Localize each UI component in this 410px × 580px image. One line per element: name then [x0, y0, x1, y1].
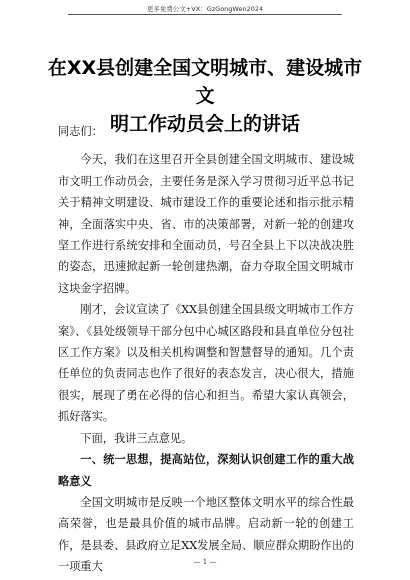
- title-line-1: 在XX县创建全国文明城市、建设城市文: [47, 57, 363, 107]
- top-banner: 更多免费公文+VX：GzGongWen2024: [146, 5, 264, 13]
- title-line-2: 明工作动员会上的讲话: [109, 113, 300, 135]
- page-number: — 1 —: [193, 558, 217, 566]
- section-heading: 一、统一思想，提高站位，深刻认识创建工作的重大战略意义: [58, 453, 354, 488]
- paragraph: 今天，我们在这里召开全县创建全国文明城市、建设城市文明工作动员会，主要任务是深入学习贯彻习近平总书记关于精神文明建设、城市建设工作的重要论述和指示批示精神，全面落实中央、省、市的决策部署，对新一轮的创建攻坚工作进行系统安排和全面动员，号召全县上下以决战决胜的姿态，迅速掀起新一轮创建热潮，奋力夺取全国文明城市这块金字招牌。: [58, 153, 354, 295]
- salutation: 同志们：: [58, 125, 103, 138]
- paragraph: 全国文明城市是反映一个地区整体文明水平的综合性最高荣誉，也是最具价值的城市品牌。启动新一轮的创建工作，是县委、县政府立足XX发展全局、顺应群众期盼作出的一项重大: [58, 495, 354, 574]
- document-body: [58, 121, 354, 578]
- paragraph: 下面，我讲三点意见。: [80, 431, 193, 445]
- header-divider: [68, 14, 342, 15]
- paragraph: 刚才，会议宣读了《XX县创建全国县级文明城市工作方案》、《县处级领导干部分包中心城区路段和县直单位分包社区工作方案》以及相关机构调整和智慧督导的通知。几个责任单位的负责同志也作了很好的表态发言，决心很大，措施很实，展现了勇在必得的信心和担当。希望大家认真领会，抓好落实。: [58, 303, 354, 424]
